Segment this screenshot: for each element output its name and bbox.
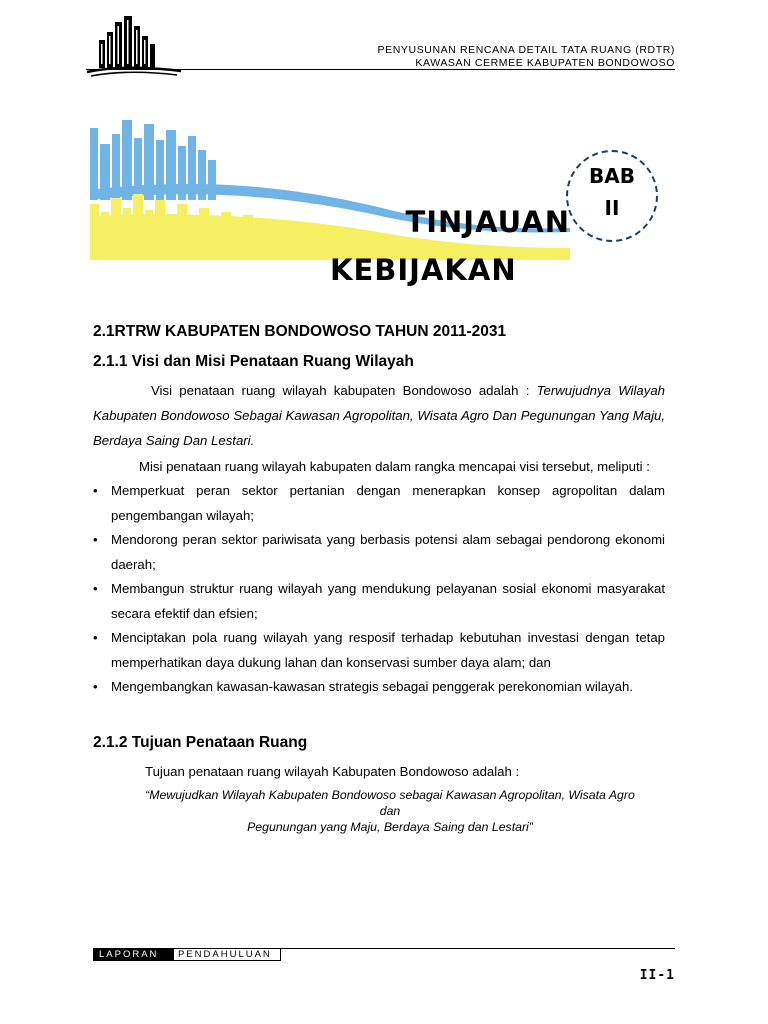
document-title-header: PENYUSUNAN RENCANA DETAIL TATA RUANG (RDTR) (377, 44, 675, 56)
footer-label (93, 948, 281, 961)
list-item (93, 675, 665, 700)
chapter-title-line1: TINJAUAN (405, 205, 570, 239)
tujuan-quote-line2: Pegunungan yang Maju, Berdaya Saing dan Lestari” (247, 820, 533, 834)
chapter-badge-number: II (604, 196, 620, 220)
chapter-title-line2: KEBIJAKAN (330, 253, 517, 287)
list-item (93, 577, 665, 626)
document-subtitle-header: KAWASAN CERMEE KABUPATEN BONDOWOSO (415, 57, 675, 69)
visi-statement: Terwujudnya Wilayah Kabupaten Bondowoso Sebagai Kawasan Agropolitan, Wisata Agro Dan Pegunungan Yang Maju, Berdaya Saing Dan Lestari. (93, 383, 665, 448)
chapter-badge-label: BAB (589, 164, 635, 188)
section-heading-2-1-2: 2.1.2 Tujuan Penataan Ruang (93, 734, 308, 751)
chapter-badge (566, 160, 658, 224)
chapter-title (330, 198, 570, 294)
misi-item-text: Membangun struktur ruang wilayah yang mendukung pelayanan sosial ekonomi masyarakat secara efektif dan efsien; (111, 581, 665, 621)
footer-label-report: LAPORAN (93, 948, 173, 961)
bullet-icon: • (93, 581, 98, 596)
misi-item-text: Menciptakan pola ruang wilayah yang resposif terhadap kebutuhan investasi dengan tetap memperhatikan daya dukung lahan dan konservasi sumber daya alam; dan (111, 630, 665, 670)
visi-paragraph (93, 378, 665, 453)
section-heading-2-1-1: 2.1.1 Visi dan Misi Penataan Ruang Wilayah (93, 353, 414, 370)
section-heading-2-1: 2.1RTRW KABUPATEN BONDOWOSO TAHUN 2011-2031 (93, 323, 507, 340)
tujuan-intro: Tujuan penataan ruang wilayah Kabupaten Bondowoso adalah : (145, 764, 520, 779)
bullet-icon: • (93, 679, 98, 694)
bullet-icon: • (93, 483, 98, 498)
list-item (93, 479, 665, 528)
misi-list (93, 479, 665, 700)
misi-item-text: Mendorong peran sektor pariwisata yang berbasis potensi alam sebagai pendorong ekonomi daerah; (111, 532, 665, 572)
list-item (93, 626, 665, 675)
list-item (93, 528, 665, 577)
visi-intro: Visi penataan ruang wilayah kabupaten Bondowoso adalah : (151, 383, 537, 398)
misi-item-text: Mengembangkan kawasan-kawasan strategis sebagai penggerak perekonomian wilayah. (111, 679, 633, 694)
header-divider (86, 69, 675, 70)
tujuan-quote (140, 787, 640, 835)
footer-label-section: PENDAHULUAN (173, 948, 281, 961)
page-number: II-1 (639, 968, 675, 983)
misi-intro: Misi penataan ruang wilayah kabupaten dalam rangka mencapai visi tersebut, meliputi : (139, 459, 650, 474)
bullet-icon: • (93, 630, 98, 645)
bullet-icon: • (93, 532, 98, 547)
tujuan-quote-line1: “Mewujudkan Wilayah Kabupaten Bondowoso sebagai Kawasan Agropolitan, Wisata Agro dan (145, 788, 635, 818)
misi-item-text: Memperkuat peran sektor pertanian dengan menerapkan konsep agropolitan dalam pengembangan wilayah; (111, 483, 665, 523)
